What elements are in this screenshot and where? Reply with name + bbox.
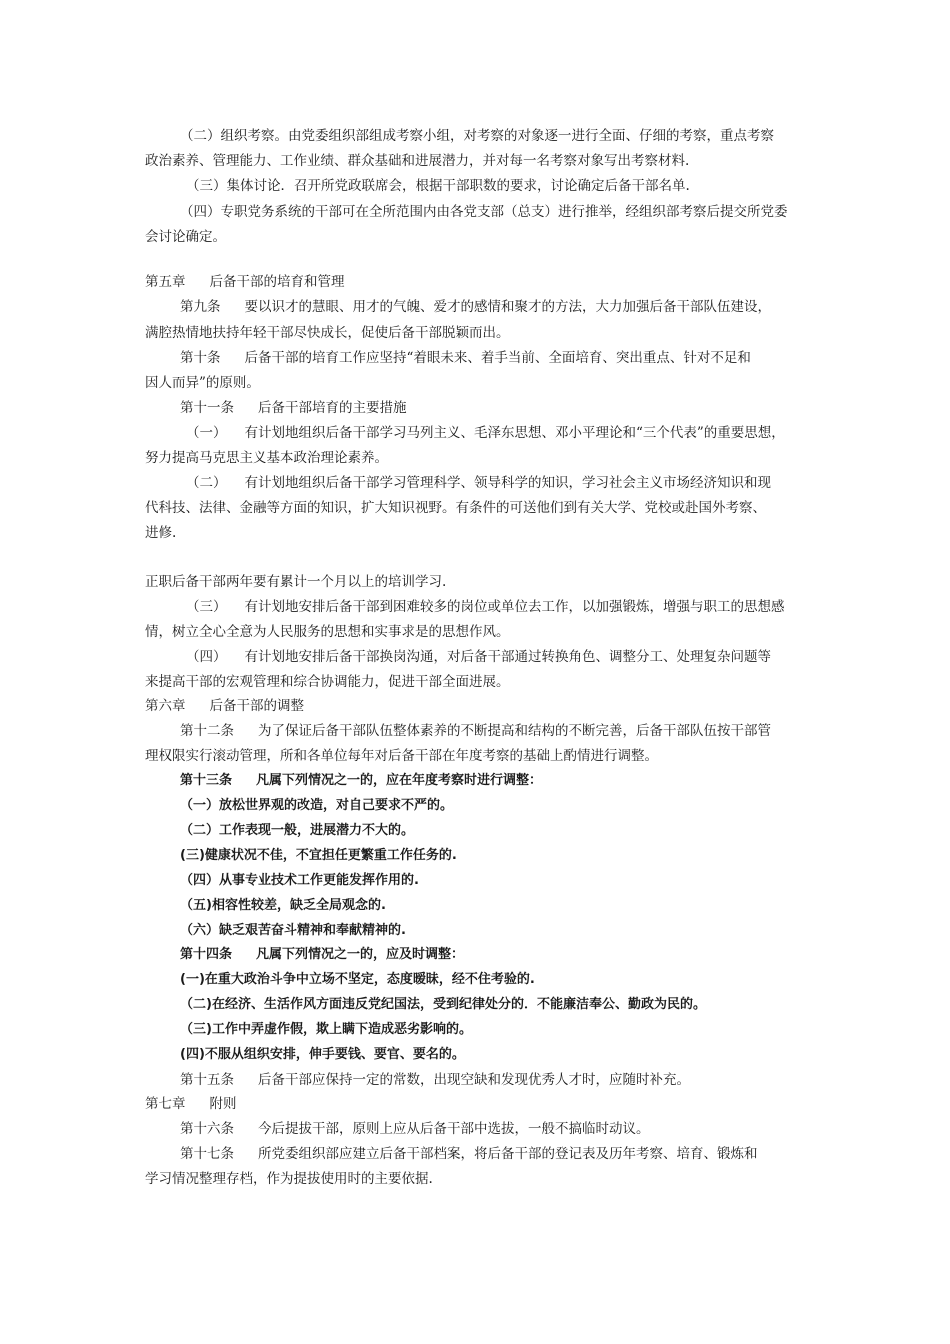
paragraph-line: 来提高干部的宏观管理和综合协调能力，促进干部全面进展。 — [145, 674, 510, 690]
article-line: 第十六条 今后提拔干部，原则上应从后备干部中选拔，一般不搞临时动议。 — [180, 1121, 650, 1137]
paragraph-line: 学习情况整理存档，作为提拔使用时的主要依据. — [145, 1171, 433, 1187]
list-item-bold: （四）从事专业技术工作更能发挥作用的. — [180, 873, 419, 888]
list-item: （一） 有计划地组织后备干部学习马列主义、毛泽东思想、邓小平理论和“三个代表”的重要思想， — [186, 425, 785, 441]
paragraph-line: 政治素养、管理能力、工作业绩、群众基础和进展潜力，并对每一名考察对象写出考察材料. — [145, 153, 690, 169]
paragraph-line: 代科技、法律、金融等方面的知识，扩大知识视野。有条件的可送他们到有关大学、党校或赴国外考察、 — [145, 500, 766, 516]
list-item-bold: (一)在重大政治斗争中立场不坚定，态度暧昧，经不住考验的. — [180, 972, 535, 987]
paragraph-line: 努力提高马克思主义基本政治理论素养。 — [145, 450, 388, 466]
paragraph-line: 满腔热情地扶持年轻干部尽快成长，促使后备干部脱颖而出。 — [145, 325, 510, 341]
list-item-bold: （二)在经济、生活作风方面违反党纪国法，受到纪律处分的．不能廉洁奉公、勤政为民的。 — [180, 997, 706, 1012]
list-item-bold: （六）缺乏艰苦奋斗精神和奉献精神的. — [180, 923, 406, 938]
article-line-bold: 第十四条 凡属下列情况之一的，应及时调整： — [180, 947, 465, 962]
list-item-bold: （一）放松世界观的改造，对自己要求不严的。 — [180, 798, 454, 813]
chapter-heading: 第七章 附则 — [145, 1096, 237, 1112]
paragraph-line: 情，树立全心全意为人民服务的思想和实事求是的思想作风。 — [145, 624, 510, 640]
article-line: 第十条 后备干部的培育工作应坚持“着眼未来、着手当前、全面培育、突出重点、针对不足和 — [180, 350, 751, 366]
article-line: 第十二条 为了保证后备干部队伍整体素养的不断提高和结构的不断完善，后备干部队伍按干部管 — [180, 723, 771, 739]
paragraph-line: （三）集体讨论．召开所党政联席会，根据干部职数的要求，讨论确定后备干部名单. — [186, 178, 690, 194]
article-line: 第九条 要以识才的慧眼、用才的气魄、爱才的感情和聚才的方法，大力加强后备干部队伍建设， — [180, 299, 771, 315]
chapter-heading: 第六章 后备干部的调整 — [145, 698, 304, 714]
list-item-bold: （五)相容性较差，缺乏全局观念的. — [180, 898, 386, 913]
paragraph-line: 因人而异”的原则。 — [145, 375, 260, 391]
paragraph-line: （四）专职党务系统的干部可在全所范围内由各党支部（总支）进行推举，经组织部考察后提交所党委 — [180, 204, 788, 220]
paragraph-line: 正职后备干部两年要有累计一个月以上的培训学习. — [145, 574, 447, 590]
list-item-bold: （三)工作中弄虚作假，欺上瞒下造成恶劣影响的。 — [180, 1022, 472, 1037]
article-line-bold: 第十三条 凡属下列情况之一的，应在年度考察时进行调整： — [180, 773, 543, 788]
list-item-bold: （二）工作表现一般，进展潜力不大的。 — [180, 823, 415, 838]
list-item-bold: (三)健康状况不佳，不宜担任更繁重工作任务的. — [180, 848, 457, 863]
list-item: （二） 有计划地组织后备干部学习管理科学、领导科学的知识，学习社会主义市场经济知识和现 — [186, 475, 771, 491]
article-line: 第十七条 所党委组织部应建立后备干部档案，将后备干部的登记表及历年考察、培育、锻炼和 — [180, 1146, 758, 1162]
paragraph-line: （二）组织考察。由党委组织部组成考察小组，对考察的对象逐一进行全面、仔细的考察，重点考察 — [180, 128, 774, 144]
article-line: 第十一条 后备干部培育的主要措施 — [180, 400, 407, 416]
list-item: （四） 有计划地安排后备干部换岗沟通，对后备干部通过转换角色、调整分工、处理复杂问题等 — [186, 649, 771, 665]
article-line: 第十五条 后备干部应保持一定的常数，出现空缺和发现优秀人才时，应随时补充。 — [180, 1072, 690, 1088]
list-item: （三） 有计划地安排后备干部到困难较多的岗位或单位去工作，以加强锻炼，增强与职工的思想感 — [186, 599, 785, 615]
paragraph-line: 会讨论确定。 — [145, 229, 226, 245]
paragraph-line: 理权限实行滚动管理，所和各单位每年对后备干部在年度考察的基础上酌情进行调整。 — [145, 748, 658, 764]
list-item-bold: (四)不服从组织安排，伸手要钱、要官、要名的。 — [180, 1047, 465, 1062]
chapter-heading: 第五章 后备干部的培育和管理 — [145, 274, 345, 290]
paragraph-line: 进修. — [145, 525, 177, 541]
